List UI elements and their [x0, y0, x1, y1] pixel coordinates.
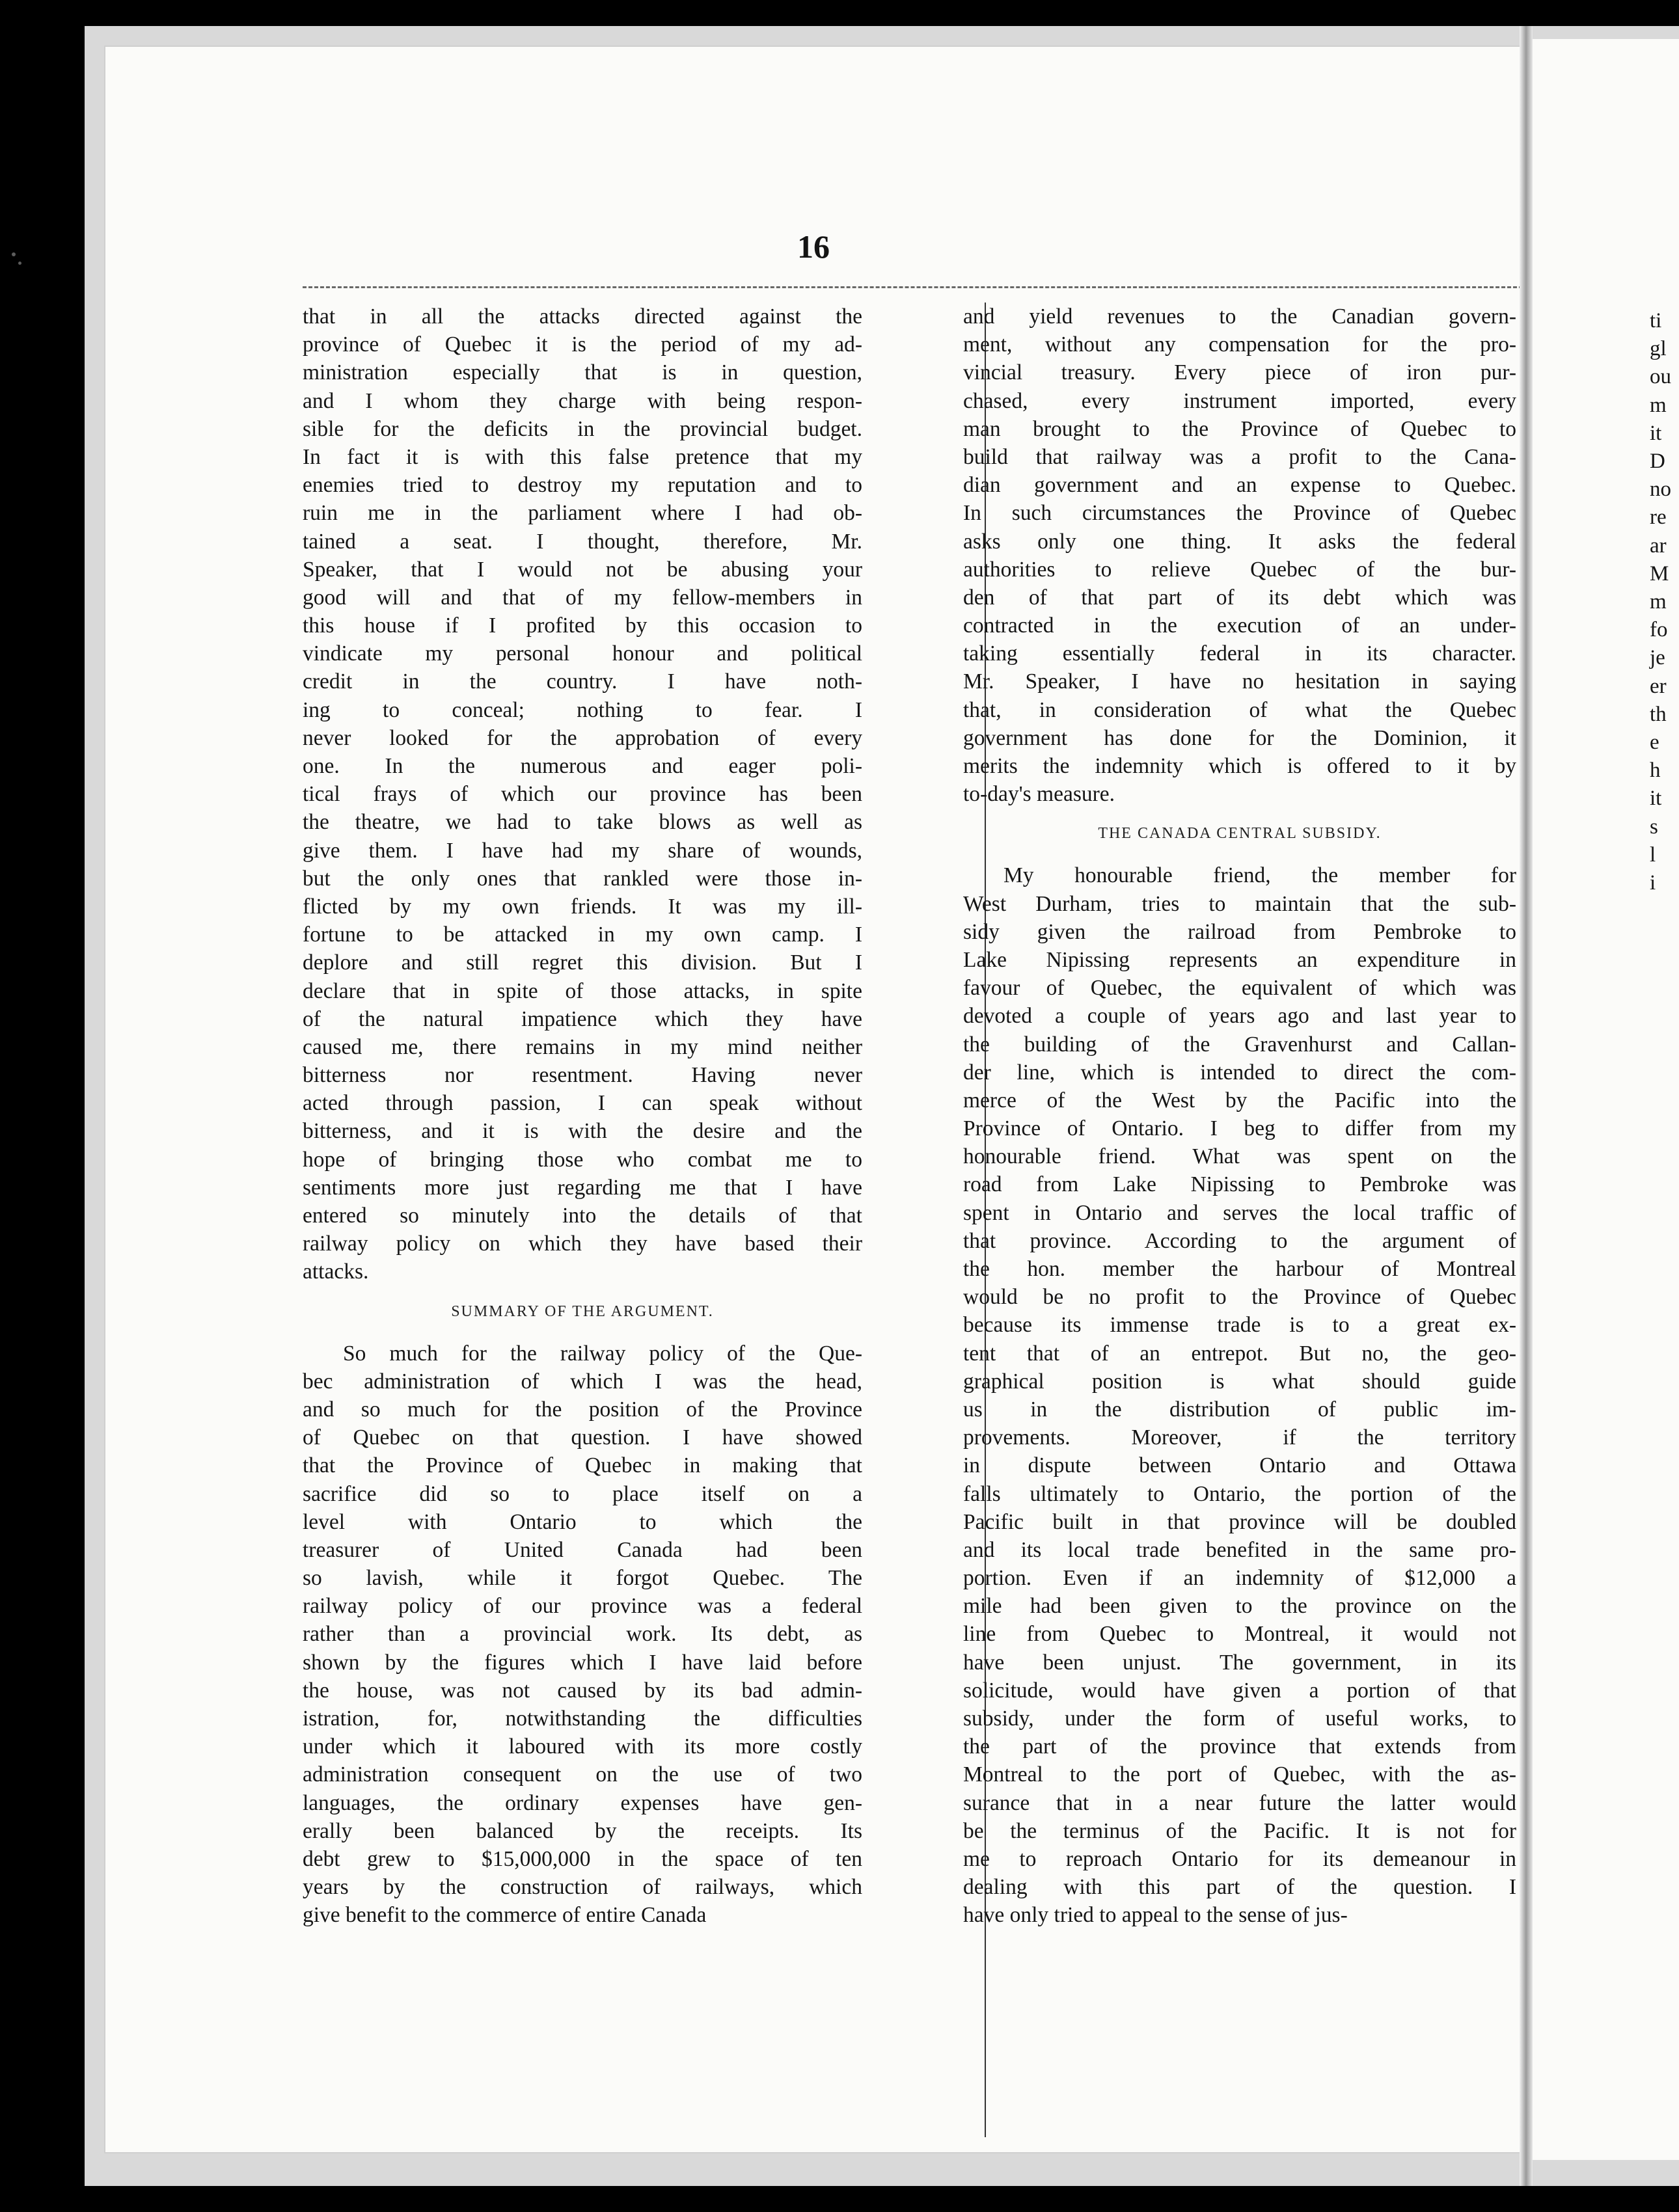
page-number: 16 — [797, 228, 830, 265]
text-line: sible for the deficits in the provincial budget. — [303, 416, 862, 441]
text-line: graphical position is what should guide — [963, 1369, 1516, 1394]
text-line: that the Province of Quebec in making that — [303, 1453, 862, 1478]
text-line: So much for the railway policy of the Que- — [343, 1341, 862, 1366]
text-line: In fact it is with this false pretence that my — [303, 444, 862, 469]
text-line: level with Ontario to which the — [303, 1509, 862, 1534]
text-line: devoted a couple of years ago and last year to — [963, 1004, 1516, 1029]
text-line: man brought to the Province of Quebec to — [963, 416, 1516, 441]
text-fragment: ar — [1650, 533, 1667, 558]
text-line: ing to conceal; nothing to fear. I — [303, 697, 862, 722]
text-fragment: M — [1650, 561, 1669, 586]
text-line: enemies tried to destroy my reputation and to — [303, 473, 862, 498]
text-line: West Durham, tries to maintain that the sub- — [963, 891, 1516, 916]
text-line: and yield revenues to the Canadian govern- — [963, 304, 1516, 329]
text-line: subsidy, under the form of useful works, to — [963, 1706, 1516, 1731]
left-paragraph-1 — [303, 303, 862, 1286]
text-fragment: m — [1650, 590, 1667, 614]
text-line: this house if I profited by this occasion to — [303, 614, 862, 638]
text-fragment: th — [1650, 702, 1667, 726]
text-fragment: l — [1650, 843, 1656, 867]
text-line: attacks. — [303, 1260, 369, 1284]
text-line: erally been balanced by the receipts. Its — [303, 1818, 862, 1843]
text-line: province of Quebec it is the period of my ad- — [303, 332, 862, 357]
section-heading-canada-central: THE CANADA CENTRAL SUBSIDY. — [1098, 825, 1382, 843]
header-rule — [303, 286, 1523, 288]
text-fragment: ti — [1650, 309, 1662, 332]
text-line: acted through passion, I can speak without — [303, 1091, 862, 1116]
text-line: spent in Ontario and serves the local traffic of — [963, 1200, 1516, 1225]
text-line: me to reproach Ontario for its demeanour in — [963, 1846, 1516, 1871]
text-fragment: m — [1650, 393, 1667, 417]
text-fragment: gl — [1650, 337, 1667, 361]
text-line: deplore and still regret this division. But I — [303, 951, 862, 975]
text-line: sacrifice did so to place itself on a — [303, 1481, 862, 1506]
adjacent-page-edge — [1533, 39, 1679, 2160]
text-line: bec administration of which I was the head, — [303, 1369, 862, 1394]
text-line: honourable friend. What was spent on the — [963, 1144, 1516, 1169]
text-line: vincial treasury. Every piece of iron pur- — [963, 360, 1516, 385]
text-line: contracted in the execution of an under- — [963, 614, 1516, 638]
text-fragment: re — [1650, 506, 1667, 530]
text-line: but the only ones that rankled were those in- — [303, 866, 862, 891]
text-line: My honourable friend, the member for — [1003, 863, 1516, 888]
text-line: us in the distribution of public im- — [963, 1397, 1516, 1422]
text-line: mile had been given to the province on the — [963, 1594, 1516, 1619]
text-line: railway policy of our province was a federal — [303, 1594, 862, 1619]
text-line: dian government and an expense to Quebec. — [963, 473, 1516, 498]
text-line: rather than a provincial work. Its debt, as — [303, 1622, 862, 1647]
text-line: surance that in a near future the latter would — [963, 1790, 1516, 1815]
text-line: ruin me in the parliament where I had ob- — [303, 501, 862, 526]
text-line: the theatre, we had to take blows as well as — [303, 810, 862, 835]
text-line: Pacific built in that province will be doubled — [963, 1509, 1516, 1534]
text-line: bitterness nor resentment. Having never — [303, 1063, 862, 1088]
text-line: to-day's measure. — [963, 782, 1115, 807]
text-line: so lavish, while it forgot Quebec. The — [303, 1566, 862, 1591]
text-line: good will and that of my fellow-members in — [303, 585, 862, 610]
text-line: give them. I have had my share of wounds, — [303, 838, 862, 863]
text-fragment: je — [1650, 646, 1665, 670]
right-column — [882, 303, 1523, 1930]
text-line: In such circumstances the Province of Quebec — [963, 501, 1516, 526]
text-line: of the natural impatience which they have — [303, 1006, 862, 1031]
text-line: have been unjust. The government, in its — [963, 1650, 1516, 1675]
text-line: administration consequent on the use of two — [303, 1762, 862, 1787]
text-line: that, in consideration of what the Quebec — [963, 697, 1516, 722]
text-line: railway policy on which they have based their — [303, 1232, 862, 1256]
left-paragraph-2 — [303, 1340, 862, 1930]
text-line: caused me, there remains in my mind neither — [303, 1034, 862, 1059]
text-line: the hon. member the harbour of Montreal — [963, 1257, 1516, 1281]
text-line: ministration especially that is in question, — [303, 360, 862, 385]
text-line: be the terminus of the Pacific. It is not for — [963, 1818, 1516, 1843]
text-line: merce of the West by the Pacific into the — [963, 1088, 1516, 1113]
text-line: in dispute between Ontario and Ottawa — [963, 1453, 1516, 1478]
text-fragment: s — [1650, 815, 1658, 839]
text-line: and I whom they charge with being respon- — [303, 388, 862, 413]
document-page — [104, 46, 1523, 2153]
text-line: den of that part of its debt which was — [963, 585, 1516, 610]
text-line: flicted by my own friends. It was my ill- — [303, 894, 862, 919]
text-line: debt grew to $15,000,000 in the space of ten — [303, 1846, 862, 1871]
text-line: bitterness, and it is with the desire and the — [303, 1119, 862, 1144]
text-line: the building of the Gravenhurst and Callan- — [963, 1032, 1516, 1057]
text-fragment: it — [1650, 421, 1662, 445]
text-line: ment, without any compensation for the pro- — [963, 332, 1516, 357]
text-line: entered so minutely into the details of that — [303, 1204, 862, 1228]
text-line: that province. According to the argument of — [963, 1228, 1516, 1253]
text-line: favour of Quebec, the equivalent of which was — [963, 976, 1516, 1001]
text-line: would be no profit to the Province of Quebec — [963, 1285, 1516, 1310]
text-line: tent that of an entrepot. But no, the geo- — [963, 1341, 1516, 1366]
text-line: der line, which is intended to direct the com- — [963, 1060, 1516, 1085]
text-line: have only tried to appeal to the sense of jus- — [963, 1903, 1348, 1928]
adjacent-page-text — [1650, 39, 1679, 897]
text-line: dealing with this part of the question. I — [963, 1875, 1516, 1900]
text-fragment: er — [1650, 674, 1667, 698]
text-line: taking essentially federal in its character. — [963, 641, 1516, 666]
text-line: Lake Nipissing represents an expenditure in — [963, 947, 1516, 972]
text-line: give benefit to the commerce of entire Canada — [303, 1903, 707, 1928]
text-line: credit in the country. I have noth- — [303, 669, 862, 694]
text-line: Province of Ontario. I beg to differ from my — [963, 1116, 1516, 1141]
text-line: chased, every instrument imported, every — [963, 388, 1516, 413]
text-fragment: i — [1650, 871, 1656, 895]
text-fragment: no — [1650, 478, 1671, 502]
text-line: the part of the province that extends from — [963, 1734, 1516, 1759]
text-line: line from Quebec to Montreal, it would not — [963, 1622, 1516, 1647]
text-line: that in all the attacks directed against the — [303, 304, 862, 329]
text-line: Mr. Speaker, I have no hesitation in saying — [963, 669, 1516, 694]
text-line: authorities to relieve Quebec of the bur- — [963, 557, 1516, 582]
right-paragraph-2 — [963, 861, 1516, 1929]
text-line: languages, the ordinary expenses have gen- — [303, 1790, 862, 1815]
text-line: road from Lake Nipissing to Pembroke was — [963, 1172, 1516, 1197]
text-line: asks only one thing. It asks the federal — [963, 529, 1516, 554]
text-line: sentiments more just regarding me that I have — [303, 1175, 862, 1200]
text-line: because its immense trade is to a great ex- — [963, 1313, 1516, 1338]
text-line: the house, was not caused by its bad admin- — [303, 1678, 862, 1703]
section-heading-summary: SUMMARY OF THE ARGUMENT. — [451, 1302, 714, 1320]
text-line: vindicate my personal honour and political — [303, 641, 862, 666]
scan-specks — [7, 247, 33, 273]
text-line: of Quebec on that question. I have showed — [303, 1425, 862, 1450]
text-line: Speaker, that I would not be abusing your — [303, 557, 862, 582]
left-column — [303, 303, 862, 1930]
text-line: and so much for the position of the Province — [303, 1397, 862, 1422]
text-line: solicitude, would have given a portion of that — [963, 1678, 1516, 1703]
page-fold — [1520, 26, 1533, 2186]
text-fragment: h — [1650, 759, 1661, 783]
text-fragment: it — [1650, 787, 1662, 811]
text-line: sidy given the railroad from Pembroke to — [963, 919, 1516, 944]
text-line: istration, for, notwithstanding the difficulties — [303, 1706, 862, 1731]
text-line: hope of bringing those who combat me to — [303, 1147, 862, 1172]
text-line: fortune to be attacked in my own camp. I — [303, 923, 862, 947]
text-fragment: e — [1650, 731, 1659, 755]
text-fragment: fo — [1650, 618, 1668, 642]
text-line: tained a seat. I thought, therefore, Mr. — [303, 529, 862, 554]
text-line: under which it laboured with its more costly — [303, 1734, 862, 1759]
text-fragment: D — [1650, 450, 1665, 474]
text-fragment: ou — [1650, 365, 1671, 389]
text-line: one. In the numerous and eager poli- — [303, 754, 862, 778]
text-line: build that railway was a profit to the Cana- — [963, 444, 1516, 469]
text-line: portion. Even if an indemnity of $12,000 a — [963, 1566, 1516, 1591]
text-line: declare that in spite of those attacks, in spite — [303, 978, 862, 1003]
text-line: falls ultimately to Ontario, the portion of the — [963, 1481, 1516, 1506]
text-line: treasurer of United Canada had been — [303, 1537, 862, 1562]
text-line: and its local trade benefited in the same pro- — [963, 1537, 1516, 1562]
text-line: merits the indemnity which is offered to it by — [963, 754, 1516, 778]
text-line: shown by the figures which I have laid before — [303, 1650, 862, 1675]
text-line: tical frays of which our province has been — [303, 782, 862, 807]
text-line: government has done for the Dominion, it — [963, 725, 1516, 750]
text-line: Montreal to the port of Quebec, with the as- — [963, 1762, 1516, 1787]
text-line: provements. Moreover, if the territory — [963, 1425, 1516, 1450]
text-line: never looked for the approbation of every — [303, 725, 862, 750]
right-paragraph-1 — [963, 303, 1516, 808]
text-line: years by the construction of railways, which — [303, 1875, 862, 1900]
